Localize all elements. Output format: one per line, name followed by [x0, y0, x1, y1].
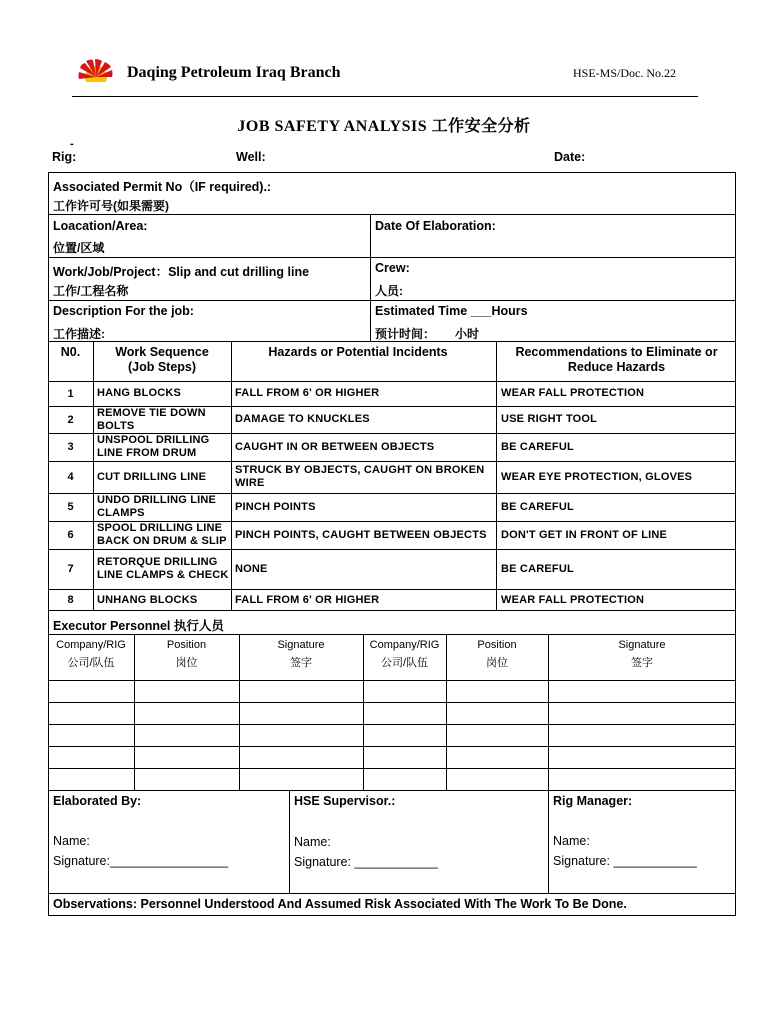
executor-col-header: Signature — [618, 639, 666, 651]
executor-entry-cell[interactable] — [364, 769, 446, 790]
executor-entry-cell[interactable] — [240, 747, 363, 768]
recommendation: WEAR FALL PROTECTION — [501, 593, 645, 606]
executor-col-header-cn: 签字 — [631, 657, 653, 669]
executor-personnel-title: Executor Personnel 执行人员 — [53, 619, 224, 633]
executor-col-header-cn: 岗位 — [486, 657, 508, 669]
executor-entry-cell[interactable] — [135, 725, 239, 746]
elaborated-name-label: Name: — [53, 834, 90, 848]
work-project-label-cn: 工作/工程名称 — [53, 284, 129, 298]
executor-entry-cell[interactable] — [447, 769, 548, 790]
executor-entry-cell[interactable] — [49, 747, 134, 768]
executor-entry-cell[interactable] — [135, 681, 239, 702]
executor-entry-cell[interactable] — [240, 725, 363, 746]
row-number: 5 — [67, 501, 74, 513]
row-number: 8 — [67, 594, 74, 606]
date-of-elaboration-label: Date Of Elaboration: — [375, 219, 496, 233]
hazard: FALL FROM 6' OR HIGHER — [235, 593, 380, 606]
document-number: HSE-MS/Doc. No.22 — [572, 66, 676, 80]
document-header — [72, 58, 698, 97]
col-header-hazards: Hazards or Potential Incidents — [268, 345, 448, 359]
executor-entry-cell[interactable] — [364, 681, 446, 702]
permit-label: Associated Permit No（IF required).: — [53, 180, 272, 194]
petrochina-logo-icon — [77, 58, 115, 90]
executor-col-header: Position — [477, 639, 517, 651]
job-step: UNHANG BLOCKS — [97, 593, 198, 606]
executor-entry-cell[interactable] — [240, 681, 363, 702]
page-title: JOB SAFETY ANALYSIS 工作安全分析 — [237, 118, 531, 135]
executor-entry-cell[interactable] — [240, 769, 363, 790]
executor-entry-cell[interactable] — [549, 769, 736, 790]
rig-dash: - — [70, 138, 74, 150]
hse-name-label: Name: — [294, 835, 331, 849]
date-label: Date: — [554, 150, 586, 164]
executor-entry-cell[interactable] — [135, 747, 239, 768]
recommendation: BE CAREFUL — [501, 440, 574, 453]
executor-entry-cell[interactable] — [549, 703, 736, 724]
hse-supervisor-label: HSE Supervisor.: — [294, 794, 396, 808]
col-header-work-sequence: Work Sequence (Job Steps) — [115, 345, 209, 374]
row-number: 3 — [67, 441, 74, 453]
executor-entry-cell[interactable] — [240, 703, 363, 724]
work-project-label: Work/Job/Project：Slip and cut drilling line — [53, 265, 310, 279]
hazard: NONE — [235, 562, 268, 575]
executor-entry-cell[interactable] — [364, 747, 446, 768]
elaborated-by-label: Elaborated By: — [53, 794, 142, 808]
rig-manager-signature-line[interactable]: Signature: ____________ — [553, 854, 697, 868]
permit-label-cn: 工作许可号(如果需要) — [53, 199, 169, 213]
location-label-cn: 位置/区域 — [53, 241, 105, 255]
row-number: 4 — [67, 471, 74, 483]
executor-col-header: Company/RIG — [369, 639, 440, 651]
recommendation: WEAR EYE PROTECTION, GLOVES — [501, 470, 693, 483]
executor-entry-cell[interactable] — [447, 725, 548, 746]
recommendation: BE CAREFUL — [501, 500, 574, 513]
executor-col-header-cn: 岗位 — [175, 657, 198, 669]
executor-col-header-cn: 签字 — [290, 657, 312, 669]
executor-entry-cell[interactable] — [549, 725, 736, 746]
hazard: STRUCK BY OBJECTS, CAUGHT ON BROKEN WIRE — [235, 464, 485, 489]
executor-entry-cell[interactable] — [447, 703, 548, 724]
job-step: CUT DRILLING LINE — [97, 470, 207, 483]
executor-col-header-cn: 公司/队伍 — [67, 657, 115, 669]
hazard: FALL FROM 6' OR HIGHER — [235, 387, 380, 399]
observations-text: Observations: Personnel Understood And Assumed Risk Associated With The Work To Be Done. — [53, 897, 627, 911]
recommendation: USE RIGHT TOOL — [501, 413, 598, 425]
job-step: UNDO DRILLING LINE CLAMPS — [97, 494, 217, 519]
job-step: HANG BLOCKS — [97, 387, 182, 399]
row-number: 7 — [67, 563, 74, 575]
hazard: DAMAGE TO KNUCKLES — [235, 413, 370, 425]
executor-entry-cell[interactable] — [135, 703, 239, 724]
row-number: 6 — [67, 529, 74, 541]
col-header-recommendations: Recommendations to Eliminate or Reduce Hazards — [515, 345, 718, 374]
executor-entry-cell[interactable] — [447, 681, 548, 702]
rig-manager-label: Rig Manager: — [553, 794, 633, 808]
executor-entry-cell[interactable] — [49, 725, 134, 746]
rig-manager-name-label: Name: — [553, 834, 590, 848]
hazard: CAUGHT IN OR BETWEEN OBJECTS — [235, 440, 435, 453]
description-label: Description For the job: — [53, 304, 194, 318]
elaborated-signature-line[interactable]: Signature:_________________ — [53, 854, 229, 868]
estimated-time-label-cn: 预计时间： 小时 — [375, 327, 480, 341]
hazard: PINCH POINTS — [235, 500, 316, 513]
job-step: REMOVE TIE DOWN BOLTS — [97, 406, 206, 432]
executor-col-header-cn: 公司/队伍 — [380, 657, 429, 669]
recommendation: WEAR FALL PROTECTION — [501, 387, 645, 399]
company-name: Daqing Petroleum Iraq Branch — [127, 64, 341, 81]
row-number: 1 — [67, 387, 74, 400]
col-header-no: N0. — [60, 345, 81, 359]
executor-entry-cell[interactable] — [49, 769, 134, 790]
job-step: SPOOL DRILLING LINE BACK ON DRUM & SLIP — [97, 522, 227, 547]
executor-entry-cell[interactable] — [549, 747, 736, 768]
rig-label: Rig: — [52, 150, 77, 164]
executor-entry-cell[interactable] — [135, 769, 239, 790]
row-number: 2 — [67, 413, 74, 426]
executor-entry-cell[interactable] — [49, 703, 134, 724]
executor-entry-cell[interactable] — [49, 681, 134, 702]
job-step: RETORQUE DRILLING LINE CLAMPS & CHECK — [97, 556, 229, 581]
estimated-time-label: Estimated Time ___Hours — [375, 304, 528, 318]
executor-entry-cell[interactable] — [364, 703, 446, 724]
well-label: Well: — [236, 150, 266, 164]
hazard: PINCH POINTS, CAUGHT BETWEEN OBJECTS — [235, 528, 487, 541]
hse-signature-line[interactable]: Signature: ____________ — [294, 855, 438, 869]
recommendation: BE CAREFUL — [501, 562, 574, 575]
executor-entry-cell[interactable] — [447, 747, 548, 768]
description-label-cn: 工作描述: — [53, 327, 105, 341]
crew-label: Crew: — [375, 261, 410, 275]
executor-col-header: Company/RIG — [56, 639, 126, 651]
job-step: UNSPOOL DRILLING LINE FROM DRUM — [97, 434, 210, 459]
executor-entry-cell[interactable] — [549, 681, 736, 702]
executor-entry-cell[interactable] — [364, 725, 446, 746]
executor-col-header: Signature — [277, 639, 325, 651]
location-label: Loacation/Area: — [53, 219, 148, 233]
crew-label-cn: 人员: — [375, 284, 403, 298]
recommendation: DON'T GET IN FRONT OF LINE — [501, 528, 668, 541]
executor-col-header: Position — [166, 639, 207, 651]
